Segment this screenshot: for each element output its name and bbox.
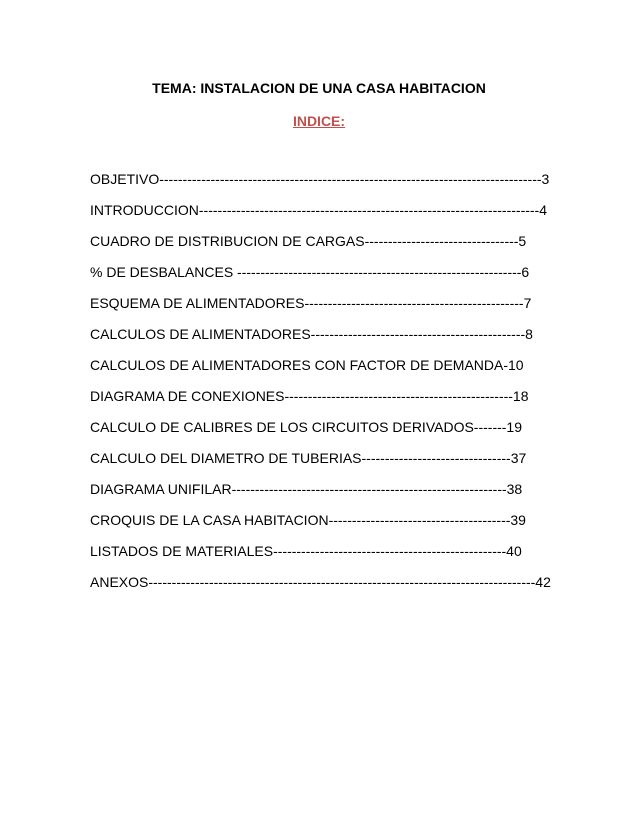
toc-entry-listados-materiales: LISTADOS DE MATERIALES--------------------------------------------------40	[90, 543, 522, 559]
toc-entry-calculos-factor-demanda: CALCULOS DE ALIMENTADORES CON FACTOR DE DEMANDA-10	[90, 357, 524, 373]
toc-entry-desbalances: % DE DESBALANCES -------------------------------------------------------------6	[90, 264, 530, 280]
toc-entry-calculos-alimentadores: CALCULOS DE ALIMENTADORES----------------------------------------------8	[90, 326, 533, 342]
toc-entry-introduccion: INTRODUCCION-------------------------------------------------------------------------4	[90, 202, 548, 218]
toc-entry-esquema-alimentadores: ESQUEMA DE ALIMENTADORES-----------------------------------------------7	[90, 295, 532, 311]
toc-entry-diametro-tuberias: CALCULO DEL DIAMETRO DE TUBERIAS--------------------------------37	[90, 450, 527, 466]
table-of-contents	[90, 170, 560, 604]
toc-entry-diagrama-unifilar: DIAGRAMA UNIFILAR-----------------------------------------------------------38	[90, 481, 523, 497]
toc-entry-calculo-calibres: CALCULO DE CALIBRES DE LOS CIRCUITOS DERIVADOS-------19	[90, 419, 523, 435]
document-title: TEMA: INSTALACION DE UNA CASA HABITACION	[152, 80, 486, 96]
toc-entry-croquis-casa: CROQUIS DE LA CASA HABITACION---------------------------------------39	[90, 512, 526, 528]
toc-entry-cuadro-distribucion-cargas: CUADRO DE DISTRIBUCION DE CARGAS---------------------------------5	[90, 233, 527, 249]
index-heading: INDICE:	[292, 113, 346, 129]
toc-entry-diagrama-conexiones: DIAGRAMA DE CONEXIONES-------------------------------------------------18	[90, 388, 529, 404]
toc-entry-objetivo: OBJETIVO----------------------------------------------------------------------------------3	[90, 171, 550, 187]
toc-entry-anexos: ANEXOS-----------------------------------------------------------------------------------42	[90, 574, 551, 590]
